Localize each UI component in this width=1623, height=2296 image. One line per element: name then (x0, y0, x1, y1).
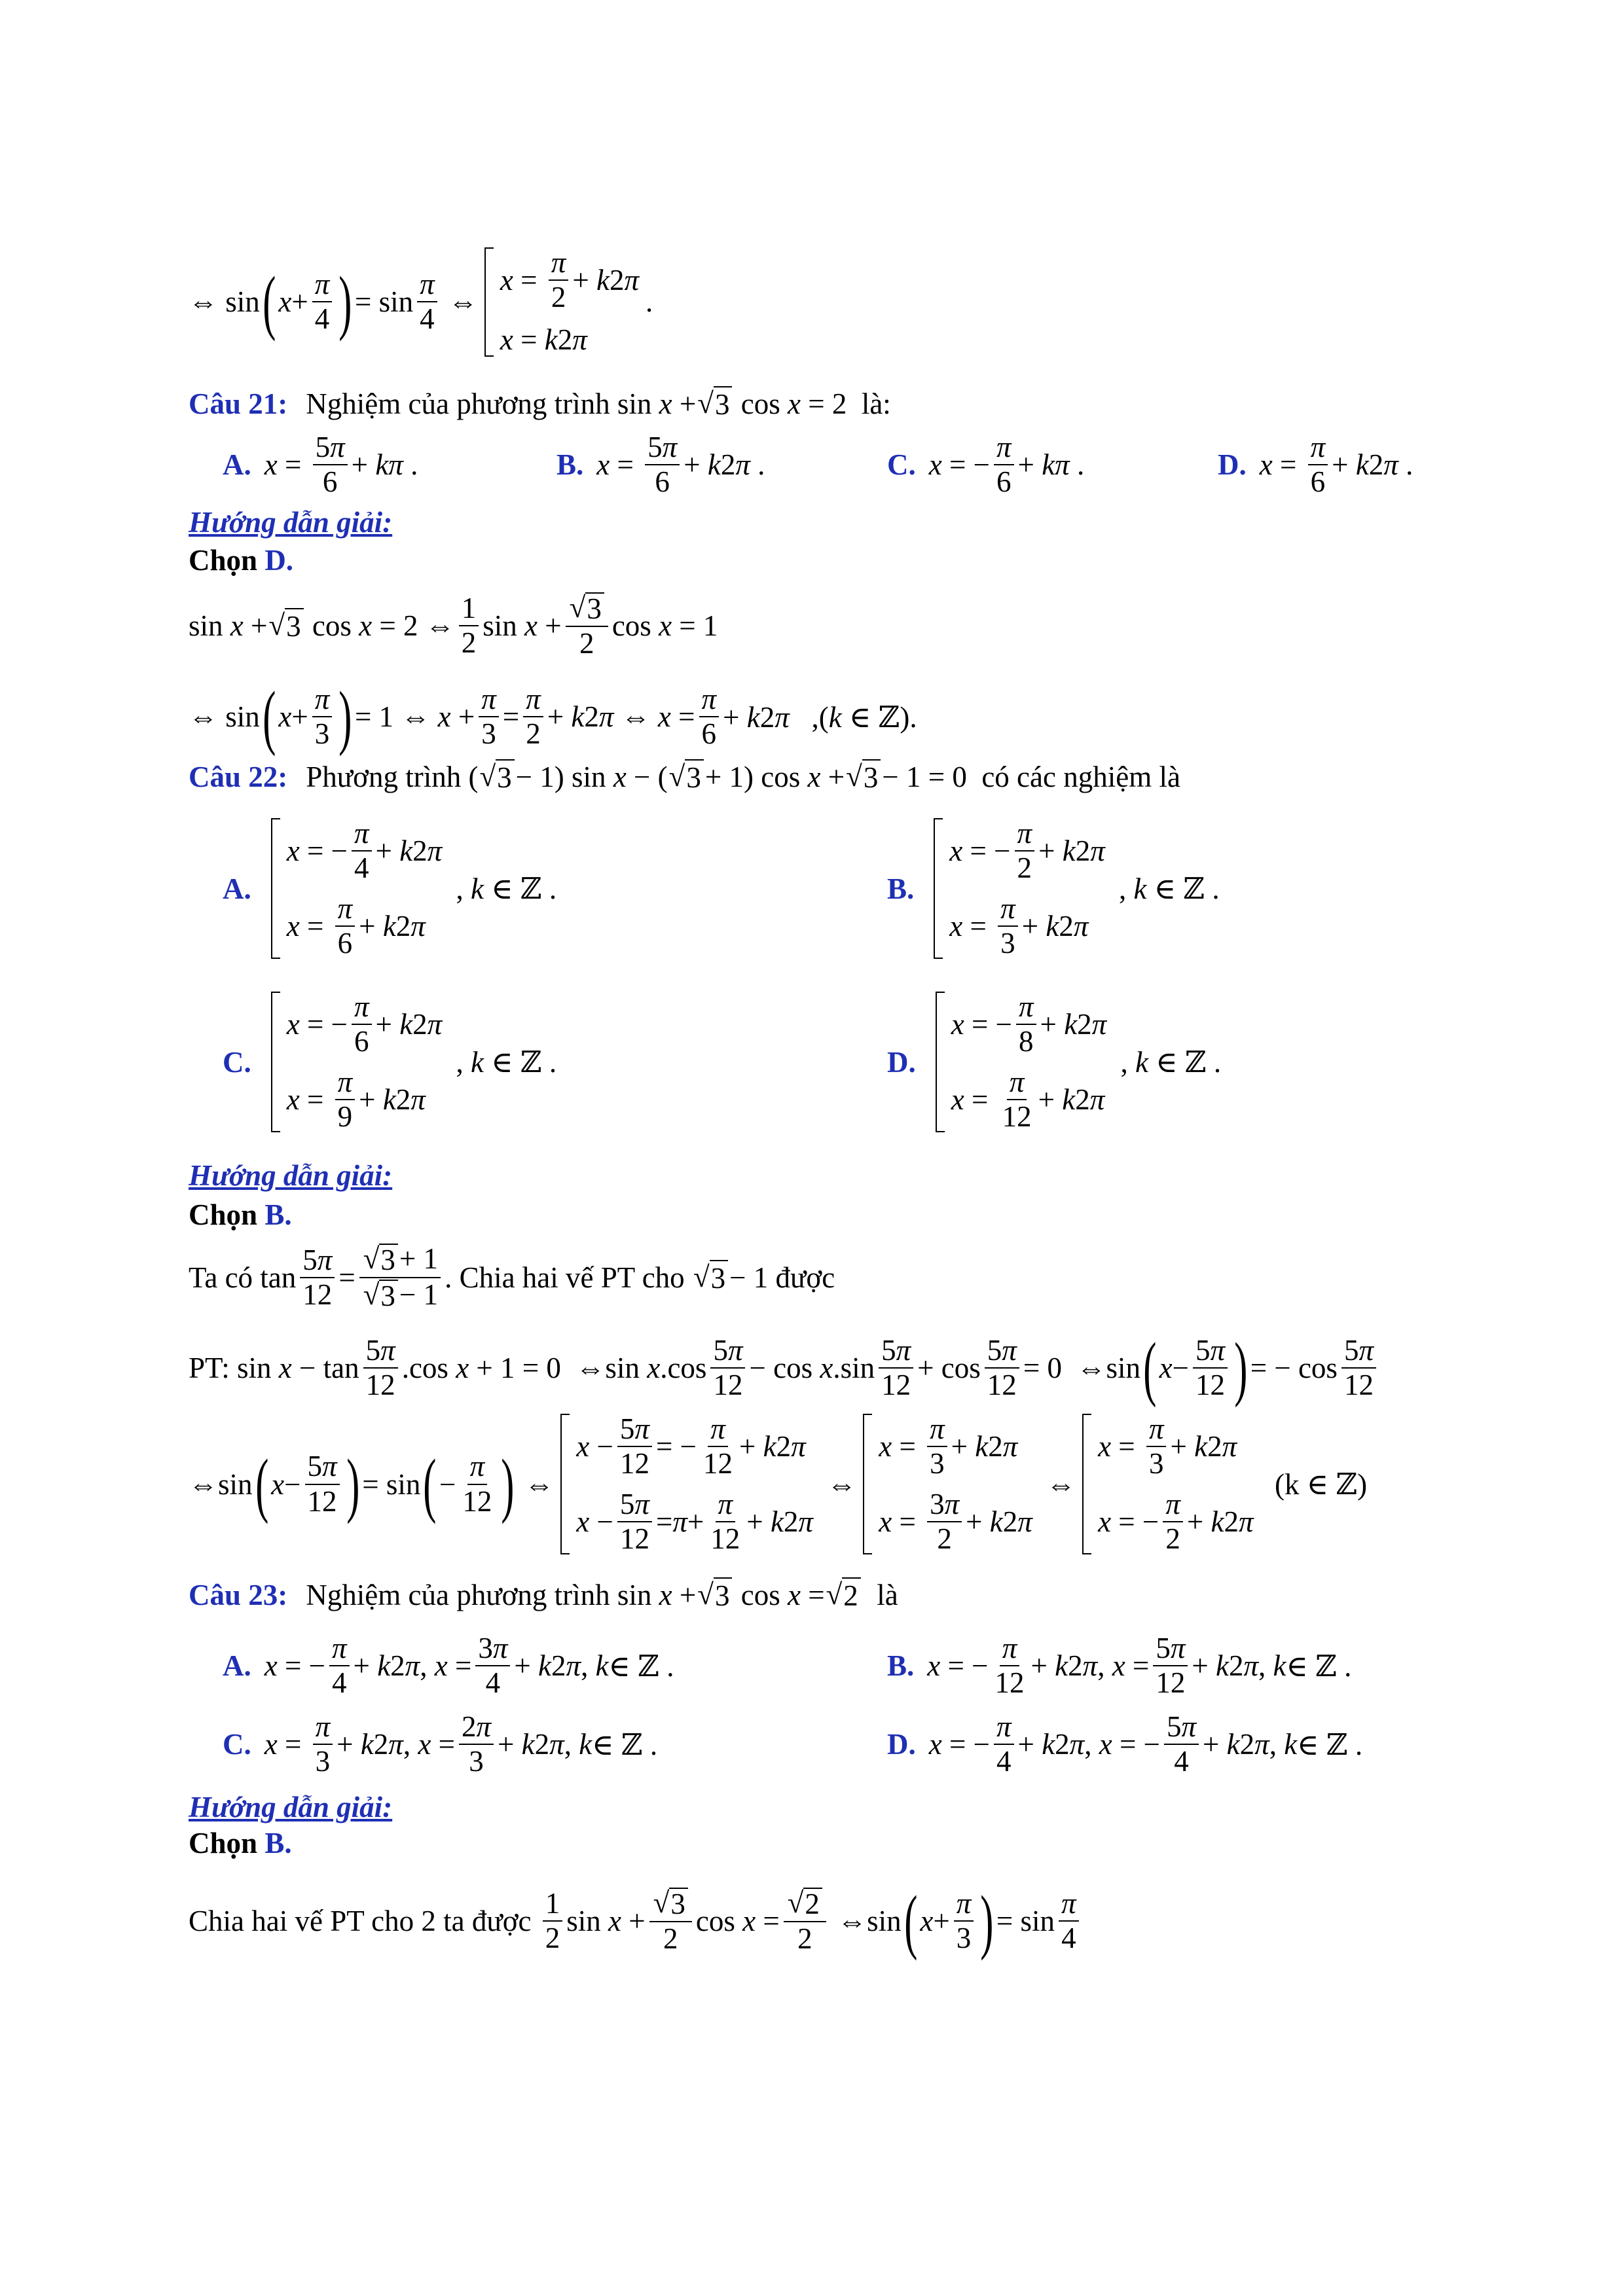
question-21: Câu 21: Nghiệm của phương trình sin x + √ 3 cos x = 2 là: (189, 387, 891, 421)
q23-option-b[interactable]: B. x = − $\frac{\pi}{12}$ + k 2 π , x = $\frac{5\pi}{12}$ + k 2 π , k ∈ ℤ . (887, 1632, 1352, 1700)
q22-option-a[interactable]: A. x = − $\frac{\pi}{4}$ + k 2 π x = $\frac{\pi}{6}$ + k 2 π , k ∈ ℤ . (223, 817, 557, 960)
q23-choose: Chọn B. (189, 1827, 292, 1859)
q22-solution-line-1: Ta có tan $\frac{5\pi}{12}$ = √ 3 + 1 √ 3 − 1 . Chia hai vế PT cho √ 3 − 1 được (189, 1242, 835, 1313)
q21-choose: Chọn D. (189, 544, 294, 577)
q22-option-d[interactable]: D. x = − $\frac{\pi}{8}$ + k 2 π x = $\frac{\pi}{12}$ + k 2 π , k ∈ ℤ . (887, 990, 1222, 1133)
q21-guide-heading: Hướng dẫn giải: (189, 506, 393, 539)
top-derivation-line: ⇔ sin ( x + $\frac{\pi}{4}$ ) = sin $\frac{\pi}{4}$ ⇔ x = $\frac{\pi}{2}$ + k 2 π x = k 2 π . (189, 246, 653, 356)
q22-solution-line-3: ⇔sin ( x − $\frac{5\pi}{12}$ ) = sin ( − $\frac{\pi}{12}$ ) ⇔ x − $\frac{5\pi}{12}$ = − $\frac{\pi}{12}$ + k 2 π x − $\frac{5\pi}{12}$ = π + $\frac{\pi}{12}$ + k 2 π ⇔ x = $\frac{\pi}{3}$ + k 2 π x = $\frac{3\pi}{2}$ + k 2 π ⇔ x = $\frac{\pi}{3}$ + k 2 π x = − $\frac{\pi}{2}$ + k 2 π (k ∈ ℤ) (189, 1412, 1368, 1555)
q21-solution-line-2: ⇔ sin ( x + $\frac{\pi}{3}$ ) = 1 ⇔ x + $\frac{\pi}{3}$ = $\frac{\pi}{2}$ + k2π ⇔ x = $\frac{\pi}{6}$ + k2π ,(k ∈ ℤ). (189, 677, 917, 757)
question-22: Câu 22: Phương trình ( √ 3 − 1) sin x − ( √ 3 + 1) cos x + √ 3 − 1 = 0 có các nghiệm là (189, 760, 1180, 794)
q22-solution-line-2: PT: sin x − tan $\frac{5\pi}{12}$ .cos x + 1 = 0 ⇔sin x.cos $\frac{5\pi}{12}$ − cos x.sin $\frac{5\pi}{12}$ + cos $\frac{5\pi}{12}$ = 0 ⇔sin ( x − $\frac{5\pi}{12}$ ) = − cos $\frac{5\pi}{12}$ (189, 1332, 1380, 1404)
q22-option-c[interactable]: C. x = − $\frac{\pi}{6}$ + k 2 π x = $\frac{\pi}{9}$ + k 2 π , k ∈ ℤ . (223, 990, 557, 1133)
q22-option-b[interactable]: B. x = − $\frac{\pi}{2}$ + k 2 π x = $\frac{\pi}{3}$ + k 2 π , k ∈ ℤ . (887, 817, 1220, 960)
question-label: Câu 21: (189, 387, 288, 420)
q23-solution-line-1: Chia hai vế PT cho 2 ta được $\frac{1}{2}$ sin x + √ 3 2 cos x = √ 2 2 ⇔sin ( x + $\frac{\pi}{3}$ ) = sin $\frac{\pi}{4}$ (189, 1885, 1083, 1957)
q23-option-a[interactable]: A. x = − $\frac{\pi}{4}$ + k 2 π , x = $\frac{3\pi}{4}$ + k 2 π , k ∈ ℤ . (223, 1632, 674, 1700)
q22-choose: Chọn B. (189, 1198, 292, 1231)
q23-guide-heading: Hướng dẫn giải: (189, 1791, 393, 1823)
q23-option-c[interactable]: C. x = $\frac{\pi}{3}$ + k 2 π , x = $\frac{2\pi}{3}$ + k 2 π , k ∈ ℤ . (223, 1710, 658, 1778)
q21-option-d[interactable]: D. x = $\frac{\pi}{6}$ + k 2 π . (1218, 431, 1413, 499)
q23-option-d[interactable]: D. x = − $\frac{\pi}{4}$ + k 2 π , x = − $\frac{5\pi}{4}$ + k 2 π , k ∈ ℤ . (887, 1710, 1363, 1778)
question-23: Câu 23: Nghiệm của phương trình sin x + √ 3 cos x = √ 2 là (189, 1578, 898, 1612)
q22-guide-heading: Hướng dẫn giải: (189, 1159, 393, 1192)
q21-option-c[interactable]: C. x = − $\frac{\pi}{6}$ + kπ . (887, 431, 1085, 499)
q21-option-a[interactable]: A. x = $\frac{5\pi}{6}$ + kπ . (223, 431, 418, 499)
q21-solution-line-1: sin x + √ 3 cos x = 2 ⇔ $\frac{1}{2}$ sin x + √ 3 2 cos x = 1 (189, 591, 718, 660)
q21-option-b[interactable]: B. x = $\frac{5\pi}{6}$ + k 2 π . (556, 431, 765, 499)
